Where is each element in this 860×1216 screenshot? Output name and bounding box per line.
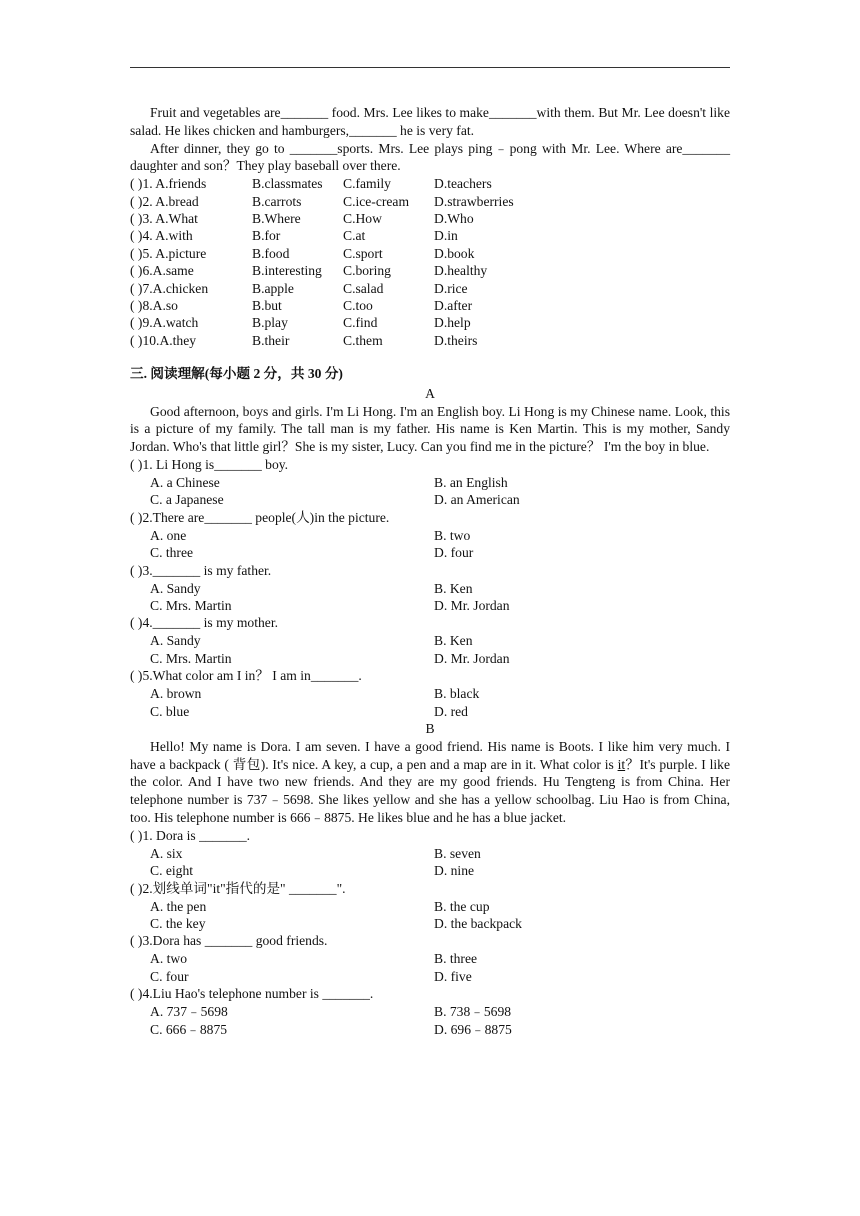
- cloze-option: D.healthy: [434, 263, 488, 279]
- exam-page: [130, 104, 730, 1038]
- cloze-option: C.at: [343, 228, 366, 244]
- cloze-option: D.theirs: [434, 332, 478, 348]
- cloze-option: B.play: [252, 315, 288, 331]
- answer-option: D. Mr. Jordan: [434, 598, 510, 614]
- cloze-option: D.strawberries: [434, 193, 514, 209]
- answer-option: B. seven: [434, 845, 481, 861]
- answer-option: D. four: [434, 545, 474, 561]
- answer-option: B. an English: [434, 475, 508, 491]
- cloze-option: C.ice-cream: [343, 193, 410, 209]
- passage-b-text-start: Hello! My name is Dora. I am seven. I have a good friend. His name is Boots. I like him very much. I have a backpack ( 背包). It's nice. A key, a cup, a pen and a map are in it. What color is: [130, 738, 730, 772]
- question-stem: ( )1. Dora is _______.: [130, 827, 251, 843]
- answer-row: [130, 968, 730, 985]
- answer-row: [130, 950, 730, 967]
- cloze-option: B.interesting: [252, 263, 322, 279]
- answer-row: [130, 703, 730, 720]
- answer-option: B. the cup: [434, 898, 490, 914]
- answer-row: [130, 544, 730, 561]
- answer-option: A. two: [150, 951, 188, 967]
- passage-a-text: Good afternoon, boys and girls. I'm Li Hong. I'm an English boy. Li Hong is my Chinese name. Look, this is a picture of my family. The tall man is my father. His name is Ken Martin. This is my mother, Sandy Jordan. Who's that little girl？She is my sister, Lucy. Can you find me in the picture？ I'm the boy in blue.: [130, 403, 730, 455]
- cloze-option: ( )2. A.bread: [130, 193, 199, 209]
- cloze-option-row: [130, 175, 730, 192]
- answer-option: B. Ken: [434, 633, 473, 649]
- answer-option: D. five: [434, 968, 472, 984]
- answer-option: C. four: [150, 968, 189, 984]
- cloze-option: ( )3. A.What: [130, 210, 198, 226]
- underlined-word-it: it: [617, 756, 626, 772]
- passage-b-label: B: [425, 720, 435, 736]
- answer-option: A. 737﹣5698: [150, 1004, 228, 1020]
- passage-b-text-end: ？It's purple. I like the color. And I have two new friends. And they are my good friends. Hu Tengteng is from China. Her telephone number is 737﹣5698. She likes yellow and she has a yellow schoolbag. Liu Hao is from China, too. His telephone number is 666﹣8875. He likes blue and he has a blue jacket.: [130, 756, 730, 825]
- cloze-paragraph-1: Fruit and vegetables are_______ food. Mrs. Lee likes to make_______with them. But Mr. Lee doesn't like salad. He likes chicken and hamburgers,_______ he is very fat.: [130, 105, 730, 138]
- cloze-option-row: [130, 297, 730, 314]
- answer-option: D. an American: [434, 492, 520, 508]
- answer-row: [130, 915, 730, 932]
- cloze-option: B.carrots: [252, 193, 302, 209]
- cloze-option-row: [130, 210, 730, 227]
- answer-option: A. Sandy: [150, 580, 201, 596]
- answer-option: C. the key: [150, 915, 206, 931]
- cloze-option: D.rice: [434, 280, 468, 296]
- answer-option: B. 738﹣5698: [434, 1004, 512, 1020]
- cloze-option: ( )10.A.they: [130, 332, 197, 348]
- question-stem: ( )3.Dora has _______ good friends.: [130, 933, 328, 949]
- cloze-option: C.How: [343, 210, 382, 226]
- answer-option: C. a Japanese: [150, 492, 224, 508]
- cloze-paragraph-2: After dinner, they go to _______sports. Mrs. Lee plays ping﹣pong with Mr. Lee. Where are_______ daughter and son？They play baseball over there.: [130, 140, 730, 174]
- cloze-option: D.teachers: [434, 176, 492, 192]
- question-stem: ( )1. Li Hong is_______ boy.: [130, 457, 289, 473]
- cloze-option: D.Who: [434, 210, 474, 226]
- answer-row: [130, 685, 730, 702]
- cloze-option: D.after: [434, 297, 473, 313]
- answer-row: [130, 1003, 730, 1020]
- passage-a-label: A: [425, 385, 435, 401]
- answer-row: [130, 650, 730, 667]
- cloze-option: B.but: [252, 297, 282, 313]
- cloze-option: ( )5. A.picture: [130, 245, 207, 261]
- answer-option: C. Mrs. Martin: [150, 598, 232, 614]
- cloze-option: ( )7.A.chicken: [130, 280, 209, 296]
- answer-row: [130, 845, 730, 862]
- answer-option: C. Mrs. Martin: [150, 650, 232, 666]
- cloze-option: C.boring: [343, 263, 391, 279]
- cloze-option: B.for: [252, 228, 281, 244]
- answer-row: [130, 632, 730, 649]
- answer-row: [130, 862, 730, 879]
- cloze-option: B.Where: [252, 210, 301, 226]
- answer-row: [130, 580, 730, 597]
- answer-option: C. three: [150, 545, 194, 561]
- cloze-option: ( )4. A.with: [130, 228, 193, 244]
- cloze-option: C.find: [343, 315, 378, 331]
- passage-b-text: [130, 738, 730, 827]
- answer-option: D. the backpack: [434, 915, 522, 931]
- answer-row: [130, 474, 730, 491]
- answer-option: C. eight: [150, 863, 194, 879]
- answer-option: B. two: [434, 527, 471, 543]
- cloze-option-row: [130, 245, 730, 262]
- question-stem: ( )2.划线单词"it"指代的是" _______".: [130, 880, 346, 896]
- answer-option: B. three: [434, 951, 478, 967]
- cloze-option: ( )9.A.watch: [130, 315, 199, 331]
- cloze-option-row: [130, 262, 730, 279]
- answer-row: [130, 1021, 730, 1038]
- cloze-option: C.sport: [343, 245, 383, 261]
- answer-option: A. a Chinese: [150, 475, 220, 491]
- cloze-options-list: [130, 175, 730, 349]
- cloze-option: D.help: [434, 315, 471, 331]
- answer-option: D. 696﹣8875: [434, 1021, 512, 1037]
- passage-b-questions: [130, 827, 730, 1038]
- cloze-option: ( )1. A.friends: [130, 176, 207, 192]
- cloze-option-row: [130, 332, 730, 349]
- question-stem: ( )3._______ is my father.: [130, 562, 272, 578]
- answer-option: D. red: [434, 703, 468, 719]
- cloze-option: ( )6.A.same: [130, 263, 194, 279]
- answer-option: C. blue: [150, 703, 190, 719]
- cloze-option: D.in: [434, 228, 458, 244]
- cloze-option: B.their: [252, 332, 290, 348]
- cloze-option: ( )8.A.so: [130, 297, 178, 313]
- cloze-option: C.too: [343, 297, 373, 313]
- answer-row: [130, 597, 730, 614]
- question-stem: ( )5.What color am I in？ I am in_______.: [130, 668, 362, 684]
- header-rule: [130, 67, 730, 68]
- answer-row: [130, 491, 730, 508]
- question-stem: ( )2.There are_______ people(人)in the picture.: [130, 509, 390, 525]
- cloze-option-row: [130, 193, 730, 210]
- answer-option: B. Ken: [434, 580, 473, 596]
- cloze-option-row: [130, 314, 730, 331]
- answer-option: B. black: [434, 686, 480, 702]
- answer-option: A. the pen: [150, 898, 207, 914]
- answer-row: [130, 898, 730, 915]
- cloze-option-row: [130, 280, 730, 297]
- cloze-option: B.classmates: [252, 176, 323, 192]
- answer-option: A. one: [150, 527, 187, 543]
- cloze-option: B.food: [252, 245, 290, 261]
- cloze-option-row: [130, 227, 730, 244]
- answer-option: A. brown: [150, 686, 202, 702]
- cloze-option: C.them: [343, 332, 383, 348]
- section-heading: 三. 阅读理解(每小题 2 分，共 30 分): [130, 366, 343, 382]
- cloze-option: C.family: [343, 176, 391, 192]
- answer-row: [130, 527, 730, 544]
- cloze-option: D.book: [434, 245, 475, 261]
- passage-a-questions: [130, 456, 730, 720]
- cloze-option: C.salad: [343, 280, 384, 296]
- question-stem: ( )4._______ is my mother.: [130, 615, 279, 631]
- answer-option: D. nine: [434, 863, 475, 879]
- question-stem: ( )4.Liu Hao's telephone number is _______.: [130, 986, 374, 1002]
- answer-option: A. six: [150, 845, 183, 861]
- answer-option: C. 666﹣8875: [150, 1021, 228, 1037]
- answer-option: D. Mr. Jordan: [434, 650, 510, 666]
- answer-option: A. Sandy: [150, 633, 201, 649]
- cloze-option: B.apple: [252, 280, 294, 296]
